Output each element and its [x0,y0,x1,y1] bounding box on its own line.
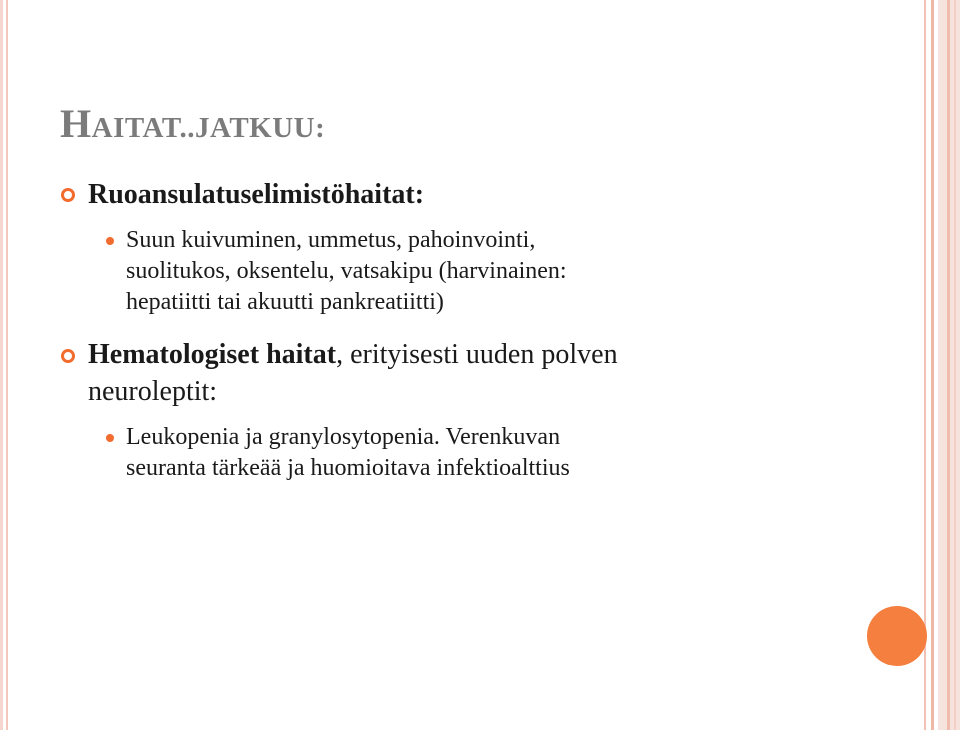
bullet-heading-2 [88,336,908,373]
title-rest: AITAT..JATKUU: [91,112,326,144]
decorative-orange-circle [867,606,927,666]
right-decor-stripe [954,0,956,730]
hollow-circle-bullet-icon [60,348,76,364]
dot-bullet-icon [106,237,114,245]
right-decor-stripe [947,0,950,730]
bullet-heading-rest: , erityisesti uuden polven [336,339,618,370]
sub-bullet-line: hepatiitti tai akuutti pankreatiitti) [126,289,444,315]
sub-bullet-line: suolitukos, oksentelu, vatsakipu (harvinainen: [126,258,567,284]
slide-title [60,100,325,152]
sub-bullet-line: seuranta tärkeää ja huomioitava infektioalttius [126,455,570,481]
bullet-heading-1: Ruoansulatuselimistöhaitat: [88,179,425,210]
bullet-heading-bold: Hematologiset haitat [88,339,337,370]
right-decor-stripe [924,0,926,730]
dot-bullet-icon [106,434,114,442]
title-initial: H [60,101,92,146]
sub-bullet-line: Suun kuivuminen, ummetus, pahoinvointi, [126,227,536,253]
sub-bullet-line: Leukopenia ja granylosytopenia. Verenkuvan [126,424,561,450]
left-border-line [0,0,3,730]
left-border-line-inner [6,0,8,730]
hollow-circle-bullet-icon [60,187,76,203]
right-decor-stripe [931,0,934,730]
bullet-heading-2-line2: neuroleptit: [88,376,218,407]
